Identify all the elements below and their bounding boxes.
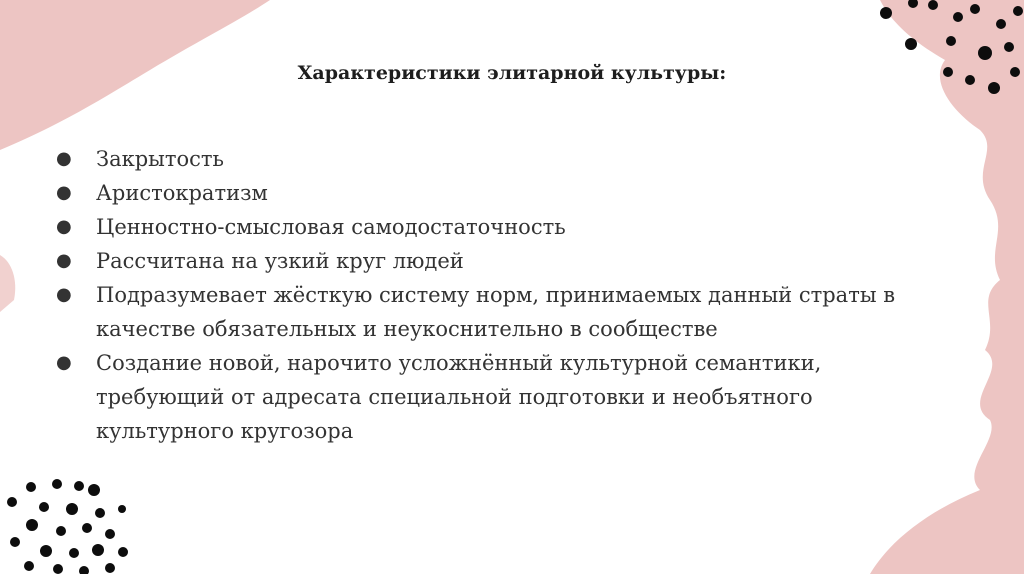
- bullet-icon: ●: [56, 352, 72, 373]
- bullet-text: Создание новой, нарочито усложнённый культурной семантики, требующий от адресата специальной подготовки и необъятного культурного кругозора: [96, 351, 822, 443]
- pink-brush-left-edge: [0, 255, 15, 312]
- bullet-text: Подразумевает жёсткую систему норм, принимаемых данный страты в качестве обязательных и неукоснительно в сообществе: [96, 283, 896, 341]
- bullet-text: Закрытость: [96, 147, 224, 171]
- bullet-item: [56, 346, 956, 448]
- bullet-icon: ●: [56, 216, 72, 237]
- dots-bottom-left: [7, 479, 128, 574]
- bullet-item: [56, 278, 956, 346]
- slide-title: Характеристики элитарной культуры:: [297, 62, 727, 84]
- bullet-icon: ●: [56, 250, 72, 271]
- bullet-item: [56, 244, 956, 278]
- bullet-item: [56, 142, 956, 176]
- bullet-list: [56, 142, 956, 448]
- bullet-text: Рассчитана на узкий круг людей: [96, 249, 464, 273]
- bullet-text: Аристократизм: [96, 181, 268, 205]
- bullet-icon: ●: [56, 148, 72, 169]
- bullet-item: [56, 176, 956, 210]
- bullet-text: Ценностно-смысловая самодостаточность: [96, 215, 566, 239]
- bullet-item: [56, 210, 956, 244]
- bullet-icon: ●: [56, 284, 72, 305]
- bullet-icon: ●: [56, 182, 72, 203]
